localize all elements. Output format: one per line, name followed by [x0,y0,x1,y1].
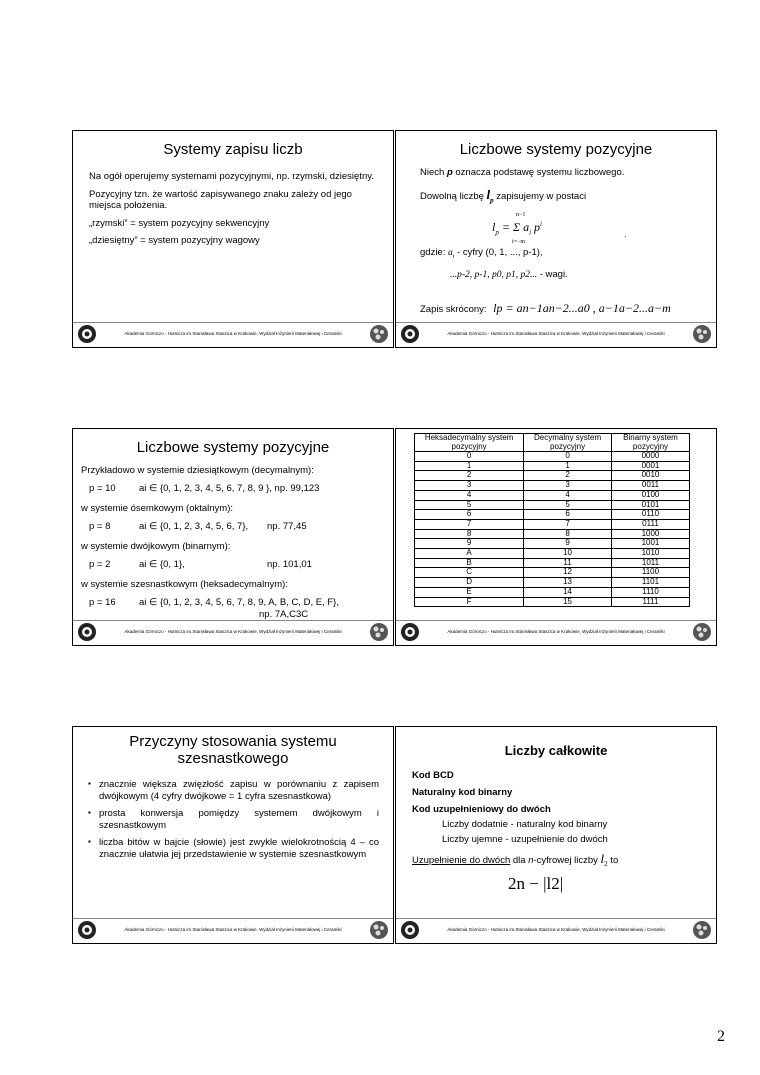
table-cell: 1011 [611,558,689,568]
gdzie-b: - cyfry (0, 1, ..., p-1), [454,246,543,258]
u-l: l [600,851,605,866]
table-cell: 15 [524,597,612,607]
sum-bottom: i=−m [512,238,526,245]
table-cell: 9 [524,539,612,549]
table-row [415,549,690,559]
intro-b: oznacza podstawę systemu liczbowego. [452,167,625,178]
table-cell: B [415,558,524,568]
sum-formula: n−1 $l_p = \Sigma$ $a_i$ $p^i$ i=−m . [492,213,704,243]
table-cell: 1001 [611,539,689,549]
footer-text: Akademia Górniczo - Hutnicza im.Stanisława Staszica w Krakowie, Wydział Inżynierii Materiałowej i Ceramiki [447,927,665,932]
p-binary: p = 2 [89,559,111,570]
any-a: Dowolną liczbę [420,190,487,202]
table-cell: 8 [524,529,612,539]
slide-5 [72,726,394,944]
slide-title: Przyczyny stosowania systemu szesnastkowego [129,733,337,767]
table-cell: C [415,568,524,578]
formula-p: p [531,219,541,234]
line-hex: w systemie szesnastkowym (heksadecymalnym): [81,579,288,590]
table-cell: 7 [524,519,612,529]
u-a: dla [510,855,529,866]
gdzie-ai-sub: i [452,253,455,260]
heading-complement: Kod uzupełnieniowy do dwóch [412,804,551,815]
table-cell: 3 [415,481,524,491]
table-cell: 1 [524,461,612,471]
u-sub: 2 [604,859,608,868]
table-cell: 7 [415,519,524,529]
line-octal: w systemie ósemkowym (oktalnym): [81,503,234,514]
slide-1 [72,130,394,348]
table-cell: D [415,578,524,588]
slide-footer [73,322,393,347]
table-cell: 1101 [611,578,689,588]
footer-text: Akademia Górniczo - Hutnicza im.Stanisława Staszica w Krakowie, Wydział Inżynierii Materiałowej i Ceramiki [124,629,342,634]
text-p3: „rzymski” = system pozycyjny sekwencyjny [89,217,270,229]
u-c: to [607,855,619,866]
var-l: l [486,186,491,202]
table-cell: 0101 [611,500,689,510]
text-p2: Pozycyjny tzn. że wartość zapisywanego znaku zależy od jego miejsca położenia. [89,188,352,211]
table-cell: A [415,549,524,559]
table-cell: 5 [524,500,612,510]
table-cell: 0011 [611,481,689,491]
u-b: -cyfrowej liczby [533,855,601,866]
header-hex: Heksadecymalny system pozycyjny [415,434,524,452]
agh-logo-icon [77,324,97,344]
agh-logo-icon [77,622,97,642]
ceramics-logo-icon [369,920,389,940]
slide-footer [396,620,716,645]
table-cell: 1 [415,461,524,471]
wagi-label: - wagi. [537,268,568,280]
table-cell: 6 [415,510,524,520]
text-p4: „dziesiętny” = system pozycyjny wagowy [89,235,260,246]
heading-bcd: Kod BCD [412,770,454,781]
table-cell: 0111 [611,519,689,529]
slide-title: Liczbowe systemy pozycyjne [459,141,653,158]
short-label: Zapis skrócony: [420,304,487,316]
table-cell: 14 [524,587,612,597]
agh-logo-icon [400,920,420,940]
slide-2 [395,130,717,348]
table-cell: 8 [415,529,524,539]
formula-l-sub: p [495,227,499,236]
table-cell: E [415,587,524,597]
footer-text: Akademia Górniczo - Hutnicza im.Stanisława Staszica w Krakowie, Wydział Inżynierii Materiałowej i Ceramiki [447,629,665,634]
p-hex: p = 16 [89,597,116,608]
table-cell: 1010 [611,549,689,559]
item-positive: Liczby dodatnie - naturalny kod binarny [442,819,608,830]
ex-hex: np. 7A,C3C [259,609,309,620]
table-cell: 4 [524,490,612,500]
table-cell: 10 [524,549,612,559]
ceramics-logo-icon [369,622,389,642]
text-p1: Na ogół operujemy systemami pozycyjnymi, np. rzymski, dziesiętny. [89,171,374,182]
set-octal: ai ∈ {0, 1, 2, 3, 4, 5, 6, 7}, [139,521,249,532]
var-l-sub: p [490,196,494,205]
item-negative: Liczby ujemne - uzupełnienie do dwóch [442,834,608,845]
reason-2: ▪ prosta konwersja pomiędzy systemem dwójkowym i szesnastkowym [99,808,379,831]
table-cell: 0010 [611,471,689,481]
formula-eq: = Σ a [501,219,530,234]
ceramics-logo-icon [692,324,712,344]
wagi-rest: -2, p-1, p0, p1, p2... [461,269,538,280]
line-decimal: Przykładowo w systemie dziesiątkowym (decymalnym): [81,465,314,476]
table-cell: 6 [524,510,612,520]
table-cell: 1100 [611,568,689,578]
table-cell: 0 [415,452,524,462]
agh-logo-icon [77,920,97,940]
p-decimal: p = 10 [89,483,116,494]
reason-3: ▪ liczba bitów w bajcie (słowie) jest zwykle wielokrotnością 4 – co znacznie ułatwia jej przedstawienie w systemie szesnastkowym [99,837,379,860]
table-cell: 0100 [611,490,689,500]
var-p: p [446,167,453,178]
wagi-math: ...p [450,269,462,280]
complement-link[interactable]: Uzupełnienie do dwóch [412,855,511,866]
table-row [415,481,690,491]
set-hex: ai ∈ {0, 1, 2, 3, 4, 5, 6, 7, 8, 9, A, B, C, D, E, F}, [139,597,339,608]
table-cell: 13 [524,578,612,588]
ex-binary: np. 101,01 [267,559,312,570]
sum-top: n−1 [516,211,526,218]
table-row [415,519,690,529]
table-cell: 1111 [611,597,689,607]
table-cell: 2 [524,471,612,481]
ceramics-logo-icon [369,324,389,344]
table-cell: 0110 [611,510,689,520]
formula-exp: i [540,219,542,228]
formula-l: l [492,219,496,234]
set-decimal: ai ∈ {0, 1, 2, 3, 4, 5, 6, 7, 8, 9 }, np. 99,123 [139,483,320,494]
page-number: 2 [717,1028,725,1045]
table-row [415,452,690,462]
ceramics-logo-icon [692,622,712,642]
slide-footer [73,918,393,943]
slide-title: Systemy zapisu liczb [163,141,303,158]
ceramics-logo-icon [692,920,712,940]
reason-1: ▪ znacznie większa zwięzłość zapisu w porównaniu z zapisem dwójkowym (4 cyfry dwójkowe = 1 cyfra szesnastkowa) [99,779,379,802]
agh-logo-icon [400,622,420,642]
table-cell: 5 [415,500,524,510]
table-cell: 4 [415,490,524,500]
slide-6 [395,726,717,944]
set-binary: ai ∈ {0, 1}, [139,559,185,570]
table-cell: 11 [524,558,612,568]
header-bin: Binarny system pozycyjny [611,434,689,452]
table-row [415,510,690,520]
number-systems-table [414,433,690,607]
table-cell: 0000 [611,452,689,462]
header-dec: Decymalny system pozycyjny [524,434,612,452]
slide-title: Liczby całkowite [504,743,608,758]
table-cell: 1110 [611,587,689,597]
agh-logo-icon [400,324,420,344]
slide-4 [395,428,717,646]
table-cell: 12 [524,568,612,578]
table-row [415,578,690,588]
slide-footer [396,322,716,347]
footer-text: Akademia Górniczo - Hutnicza im.Stanisława Staszica w Krakowie, Wydział Inżynierii Materiałowej i Ceramiki [447,331,665,336]
ex-octal: np. 77,45 [267,521,307,532]
table-row [415,597,690,607]
table-cell: 9 [415,539,524,549]
table-cell: 0001 [611,461,689,471]
table-row [415,587,690,597]
table-cell: 2 [415,471,524,481]
intro-a: Niech [420,167,447,178]
table-cell: 3 [524,481,612,491]
table-row [415,490,690,500]
line-binary: w systemie dwójkowym (binarnym): [81,541,231,552]
formula-i: i [529,227,532,236]
footer-text: Akademia Górniczo - Hutnicza im.Stanisława Staszica w Krakowie, Wydział Inżynierii Materiałowej i Ceramiki [124,927,342,932]
short-formula: lp = an−1an−2...a0 , a−1a−2...a−m [493,301,671,316]
gdzie-ai: a [448,247,453,258]
slide-3 [72,428,394,646]
p-octal: p = 8 [89,521,111,532]
any-b: zapisujemy w postaci [493,190,587,202]
table-cell: 1000 [611,529,689,539]
u-n: n [528,855,534,866]
footer-text: Akademia Górniczo - Hutnicza im.Stanisława Staszica w Krakowie, Wydział Inżynierii Materiałowej i Ceramiki [124,331,342,336]
slide-footer [73,620,393,645]
slide-title: Liczbowe systemy pozycyjne [136,439,330,456]
table-cell: 0 [524,452,612,462]
gdzie-label: gdzie: [420,246,448,258]
table-cell: F [415,597,524,607]
complement-formula: 2n − |l2| [508,873,564,893]
slide-footer [396,918,716,943]
heading-natural: Naturalny kod binarny [412,787,513,798]
